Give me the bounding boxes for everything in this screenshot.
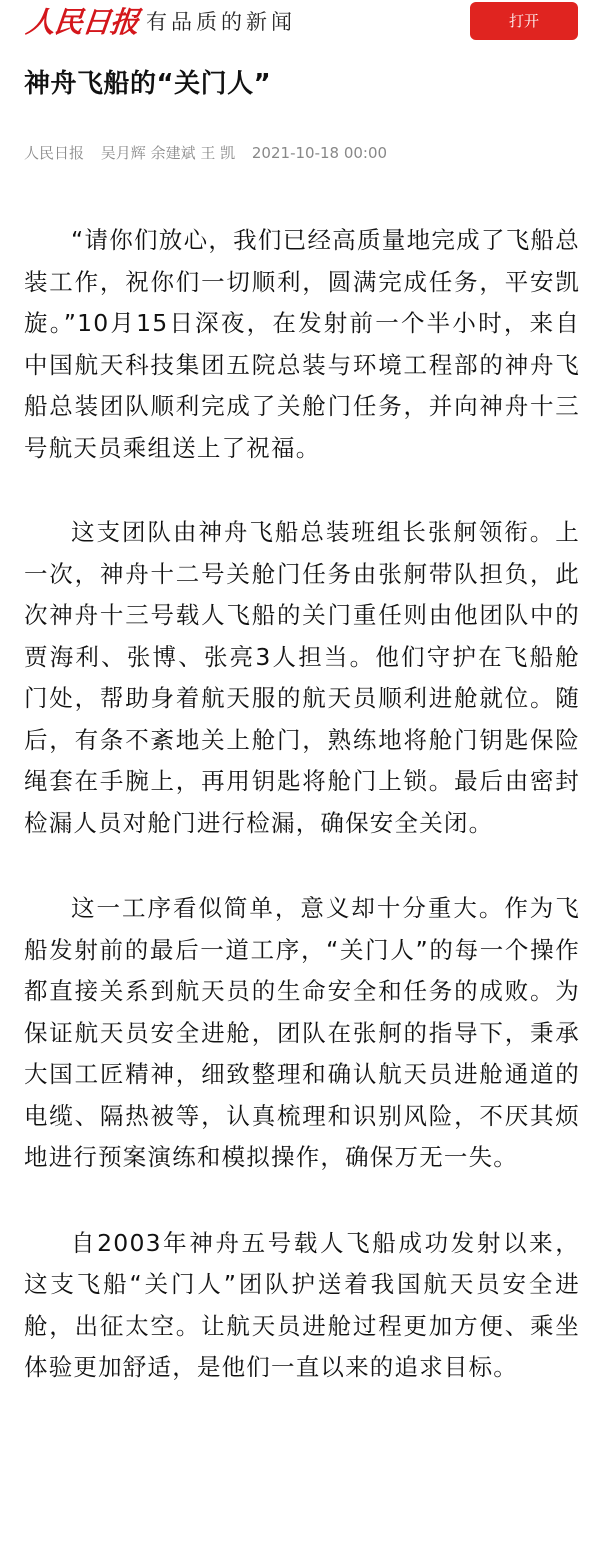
article-title: 神舟飞船的“关门人” — [24, 69, 272, 99]
article-paragraph: 这支团队由神舟飞船总装班组长张舸领衔。上一次，神舟十二号关舱门任务由张舸带队担负，此次神舟十三号载人飞船的关门重任则由他团队中的贾海利、张博、张亮3人担当。他们守护在飞船舱门处，帮助身着航天服的航天员顺利进舱就位。随后，有条不紊地关上舱门，熟练地将舱门钥匙保险绳套在手腕上，再用钥匙将舱门上锁。最后由密封检漏人员对舱门进行检漏，确保安全关闭。 — [24, 518, 580, 837]
article-date: 2021-10-18 00:00 — [251, 144, 388, 162]
article-paragraph: “请你们放心，我们已经高质量地完成了飞船总装工作，祝你们一切顺利，圆满完成任务，平安凯旋。”10月15日深夜，在发射前一个半小时，来自中国航天科技集团五院总装与环境工程部的神舟飞船总装团队顺利完成了关舱门任务，并向神舟十三号航天员乘组送上了祝福。 — [24, 226, 580, 462]
article-authors: 吴月辉 余建斌 王 凯 — [100, 144, 236, 162]
article-paragraph: 自2003年神舟五号载人飞船成功发射以来，这支飞船“关门人”团队护送着我国航天员安全进舱，出征太空。让航天员进舱过程更加方便、乘坐体验更加舒适，是他们一直以来的追求目标。 — [24, 1228, 580, 1381]
article-meta — [24, 141, 584, 165]
brand-slogan: 有品质的新闻 — [146, 10, 296, 34]
app-header — [0, 0, 600, 44]
article-body — [24, 220, 580, 1433]
article-source: 人民日报 — [24, 144, 85, 162]
open-app-button[interactable]: 打开 — [470, 2, 578, 40]
article-paragraph: 这一工序看似简单，意义却十分重大。作为飞船发射前的最后一道工序，“关门人”的每一个操作都直接关系到航天员的生命安全和任务的成败。为保证航天员安全进舱，团队在张舸的指导下，秉承大国工匠精神，细致整理和确认航天员进舱通道的电缆、隔热被等，认真梳理和识别风险，不厌其烦地进行预案演练和模拟操作，确保万无一失。 — [24, 894, 580, 1171]
brand-logo[interactable]: 人民日报 — [24, 5, 140, 39]
